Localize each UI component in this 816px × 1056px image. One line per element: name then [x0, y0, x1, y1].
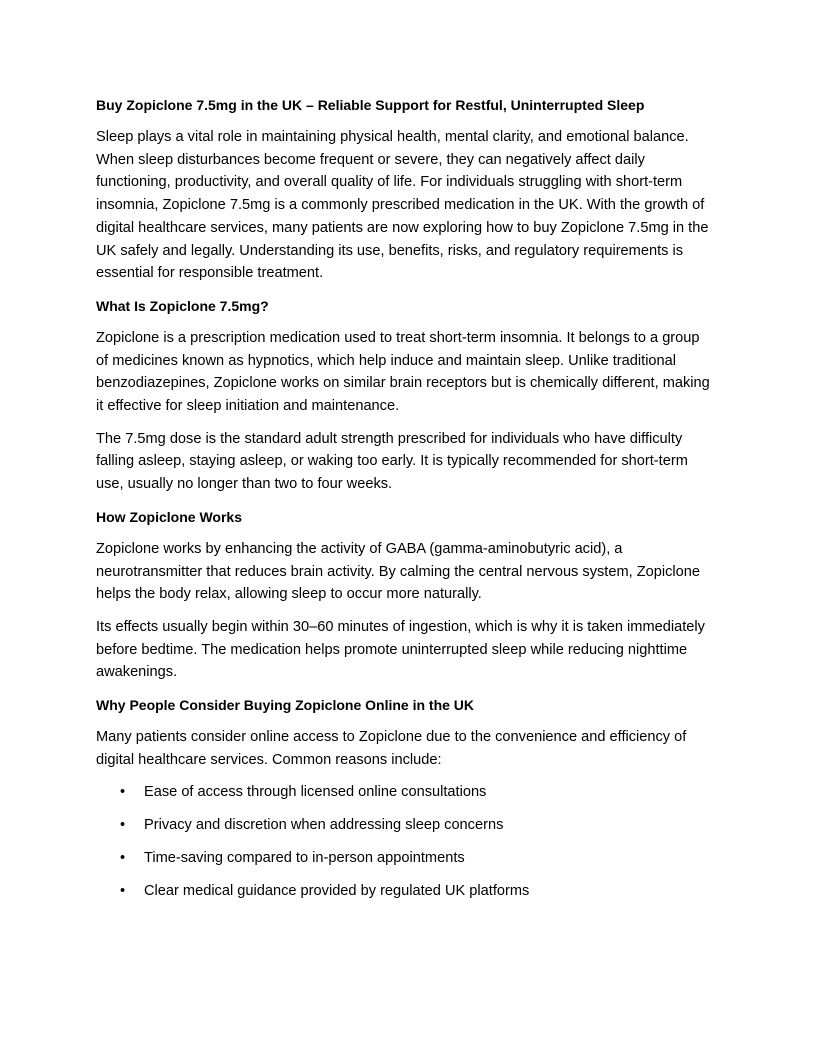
list-item-text: Privacy and discretion when addressing sleep concerns [144, 817, 504, 834]
document-title: Buy Zopiclone 7.5mg in the UK – Reliable Support for Restful, Uninterrupted Sleep [96, 97, 645, 113]
text-line: digital healthcare services. Common reasons include: [96, 751, 442, 768]
text-line: benzodiazepines, Zopiclone works on similar brain receptors but is chemically different, making [96, 375, 710, 392]
paragraph [96, 538, 720, 606]
bullet-icon: • [120, 883, 126, 900]
text-line: UK safely and legally. Understanding its use, benefits, risks, and regulatory requirements is [96, 242, 684, 259]
text-line: falling asleep, staying asleep, or waking too early. It is typically recommended for short-term [96, 453, 688, 470]
text-line: it effective for sleep initiation and maintenance. [96, 398, 400, 415]
reasons-list [96, 781, 720, 902]
text-line: neurotransmitter that reduces brain activity. By calming the central nervous system, Zopiclone [96, 563, 701, 580]
text-line: functioning, productivity, and overall quality of life. For individuals struggling with short-term [96, 174, 683, 191]
text-line: digital healthcare services, many patients are now exploring how to buy Zopiclone 7.5mg in the [96, 219, 709, 236]
text-line: When sleep disturbances become frequent or severe, they can negatively affect daily [96, 151, 645, 168]
list-item [96, 814, 720, 836]
text-line: before bedtime. The medication helps promote uninterrupted sleep while reducing nighttime [96, 641, 688, 658]
section-heading-how-it-works: How Zopiclone Works [96, 508, 242, 525]
list-item-text: Time-saving compared to in-person appointments [144, 850, 465, 867]
paragraph [96, 726, 720, 771]
text-line: Zopiclone is a prescription medication used to treat short-term insomnia. It belongs to a group [96, 329, 700, 346]
text-line: insomnia, Zopiclone 7.5mg is a commonly prescribed medication in the UK. With the growth of [96, 197, 705, 214]
text-line: The 7.5mg dose is the standard adult strength prescribed for individuals who have difficulty [96, 430, 683, 447]
text-line: Many patients consider online access to Zopiclone due to the convenience and efficiency of [96, 729, 687, 746]
list-item-text: Ease of access through licensed online consultations [144, 784, 487, 801]
text-line: Zopiclone works by enhancing the activity of GABA (gamma-aminobutyric acid), a [96, 540, 623, 557]
paragraph [96, 616, 720, 684]
bullet-icon: • [120, 817, 126, 834]
paragraph [96, 428, 720, 496]
intro-paragraph [96, 126, 720, 285]
list-item [96, 880, 720, 902]
list-item [96, 847, 720, 869]
text-line: Its effects usually begin within 30–60 minutes of ingestion, which is why it is taken immediately [96, 618, 705, 635]
text-line: helps the body relax, allowing sleep to occur more naturally. [96, 586, 482, 603]
section-heading-what-is: What Is Zopiclone 7.5mg? [96, 297, 269, 314]
text-line: of medicines known as hypnotics, which help induce and maintain sleep. Unlike traditional [96, 352, 677, 369]
text-line: essential for responsible treatment. [96, 265, 324, 282]
list-item [96, 781, 720, 803]
list-item-text: Clear medical guidance provided by regulated UK platforms [144, 883, 530, 900]
document-page [96, 94, 720, 913]
text-line: awakenings. [96, 664, 178, 681]
paragraph [96, 327, 720, 418]
bullet-icon: • [120, 784, 126, 801]
bullet-icon: • [120, 850, 126, 867]
text-line: Sleep plays a vital role in maintaining physical health, mental clarity, and emotional balance. [96, 129, 689, 145]
section-heading-why-online: Why People Consider Buying Zopiclone Online in the UK [96, 697, 475, 714]
text-line: use, usually no longer than two to four weeks. [96, 476, 393, 493]
